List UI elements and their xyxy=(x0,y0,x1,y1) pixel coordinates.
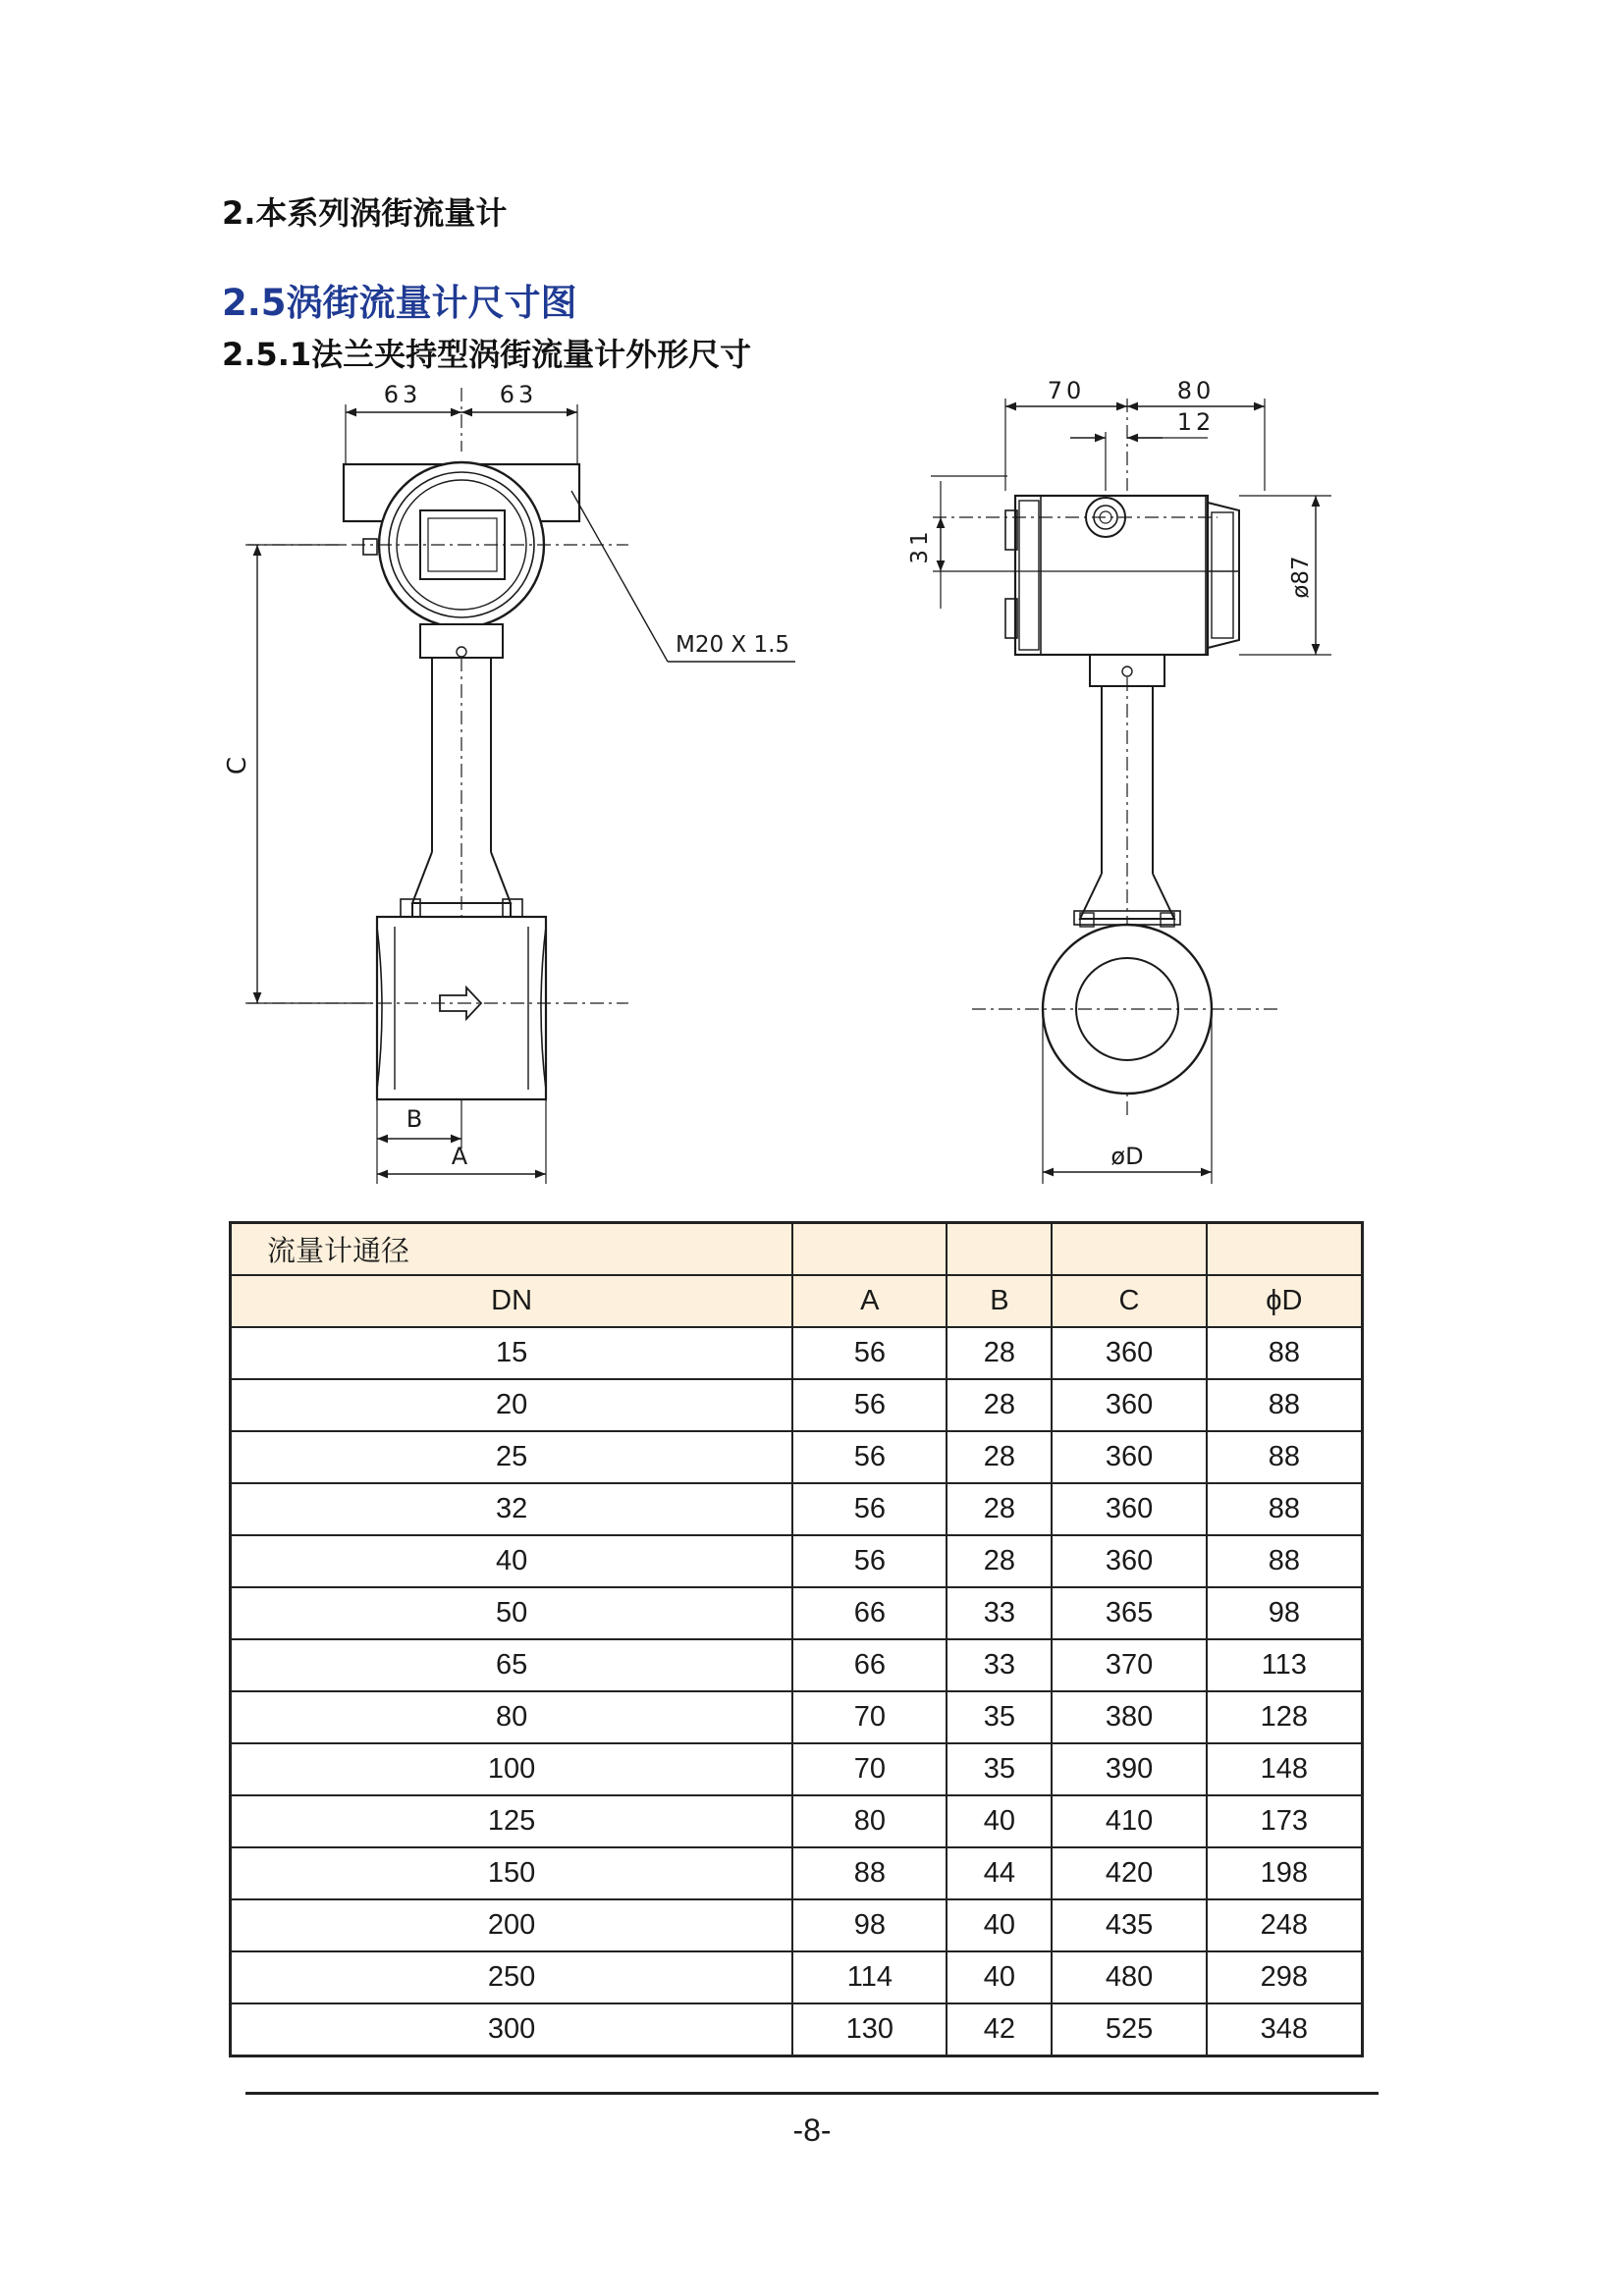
table-cell: 28 xyxy=(947,1379,1052,1431)
table-cell: 56 xyxy=(792,1483,947,1535)
side-dim-80: 80 xyxy=(1176,377,1216,404)
front-dim-b: B xyxy=(406,1105,423,1133)
table-cell: 88 xyxy=(1207,1483,1363,1535)
table-cell: 435 xyxy=(1052,1899,1206,1951)
table-row xyxy=(231,1327,1363,1379)
front-dim-left: 63 xyxy=(383,381,422,408)
table-cell: 525 xyxy=(1052,2003,1206,2056)
table-header-row xyxy=(231,1275,1363,1327)
front-dim-right: 63 xyxy=(499,381,538,408)
header-cell: 流量计通径 xyxy=(231,1223,793,1276)
table-cell: 300 xyxy=(231,2003,793,2056)
side-view xyxy=(931,399,1331,1184)
table-cell: 50 xyxy=(231,1587,793,1639)
table-cell: 25 xyxy=(231,1431,793,1483)
table-row xyxy=(231,1431,1363,1483)
table-cell: 35 xyxy=(947,1691,1052,1743)
table-cell: 250 xyxy=(231,1951,793,2003)
table-cell: 28 xyxy=(947,1327,1052,1379)
table-row xyxy=(231,1899,1363,1951)
table-cell: 98 xyxy=(1207,1587,1363,1639)
header-cell: A xyxy=(792,1275,947,1327)
page-number: -8- xyxy=(792,2112,832,2148)
table-cell: 88 xyxy=(1207,1327,1363,1379)
table-row xyxy=(231,1847,1363,1899)
table-cell: 42 xyxy=(947,2003,1052,2056)
table-cell: 480 xyxy=(1052,1951,1206,2003)
table-cell: 198 xyxy=(1207,1847,1363,1899)
table-row xyxy=(231,1587,1363,1639)
table-cell: 248 xyxy=(1207,1899,1363,1951)
table-cell: 56 xyxy=(792,1431,947,1483)
table-cell: 98 xyxy=(792,1899,947,1951)
table-row xyxy=(231,1639,1363,1691)
subsubsection-heading: 2.5.1法兰夹持型涡街流量计外形尺寸 xyxy=(222,336,752,373)
flowmeter-dimension-drawing xyxy=(0,373,1624,1198)
table-cell: 360 xyxy=(1052,1431,1206,1483)
table-cell: 360 xyxy=(1052,1535,1206,1587)
table-cell: 15 xyxy=(231,1327,793,1379)
header-cell: B xyxy=(947,1275,1052,1327)
table-cell: 32 xyxy=(231,1483,793,1535)
table-cell: 88 xyxy=(1207,1535,1363,1587)
section-heading: 2.本系列涡街流量计 xyxy=(222,194,508,232)
table-cell: 66 xyxy=(792,1587,947,1639)
table-cell: 56 xyxy=(792,1327,947,1379)
table-cell: 380 xyxy=(1052,1691,1206,1743)
table-row xyxy=(231,1379,1363,1431)
side-dim-d: øD xyxy=(1110,1143,1144,1170)
table-cell: 100 xyxy=(231,1743,793,1795)
table-cell: 28 xyxy=(947,1431,1052,1483)
table-cell: 66 xyxy=(792,1639,947,1691)
table-cell: 56 xyxy=(792,1379,947,1431)
side-dim-12: 12 xyxy=(1176,408,1216,436)
table-cell: 88 xyxy=(1207,1431,1363,1483)
table-cell: 20 xyxy=(231,1379,793,1431)
table-cell: 80 xyxy=(792,1795,947,1847)
table-cell: 370 xyxy=(1052,1639,1206,1691)
table-cell: 40 xyxy=(231,1535,793,1587)
table-cell: 360 xyxy=(1052,1483,1206,1535)
table-cell: 365 xyxy=(1052,1587,1206,1639)
header-cell: ϕD xyxy=(1207,1275,1363,1327)
side-dim-31: 31 xyxy=(907,527,933,564)
table-cell: 360 xyxy=(1052,1379,1206,1431)
table-cell: 35 xyxy=(947,1743,1052,1795)
table-cell: 88 xyxy=(792,1847,947,1899)
table-cell: 390 xyxy=(1052,1743,1206,1795)
table-cell: 150 xyxy=(231,1847,793,1899)
table-cell: 128 xyxy=(1207,1691,1363,1743)
table-cell: 113 xyxy=(1207,1639,1363,1691)
table-row xyxy=(231,1691,1363,1743)
footer-rule xyxy=(245,2092,1379,2095)
table-row xyxy=(231,2003,1363,2056)
table-row xyxy=(231,1951,1363,2003)
table-cell: 148 xyxy=(1207,1743,1363,1795)
table-row xyxy=(231,1483,1363,1535)
table-cell: 33 xyxy=(947,1639,1052,1691)
table-cell: 125 xyxy=(231,1795,793,1847)
table-cell: 360 xyxy=(1052,1327,1206,1379)
table-row xyxy=(231,1535,1363,1587)
front-dim-c: C xyxy=(223,756,252,775)
table-cell: 40 xyxy=(947,1951,1052,2003)
table-cell: 28 xyxy=(947,1483,1052,1535)
table-cell: 70 xyxy=(792,1691,947,1743)
table-cell: 44 xyxy=(947,1847,1052,1899)
table-cell: 200 xyxy=(231,1899,793,1951)
table-cell: 65 xyxy=(231,1639,793,1691)
header-cell xyxy=(947,1223,1052,1276)
table-row xyxy=(231,1743,1363,1795)
table-header-row xyxy=(231,1223,1363,1276)
table-cell: 56 xyxy=(792,1535,947,1587)
table-cell: 40 xyxy=(947,1899,1052,1951)
header-cell xyxy=(1207,1223,1363,1276)
table-cell: 80 xyxy=(231,1691,793,1743)
table-cell: 33 xyxy=(947,1587,1052,1639)
table-cell: 348 xyxy=(1207,2003,1363,2056)
side-dim-70: 70 xyxy=(1047,377,1086,404)
side-dim-87: ø87 xyxy=(1288,556,1314,599)
table-cell: 130 xyxy=(792,2003,947,2056)
subsection-heading: 2.5涡街流量计尺寸图 xyxy=(222,282,577,324)
table-cell: 410 xyxy=(1052,1795,1206,1847)
header-cell xyxy=(1052,1223,1206,1276)
table-cell: 70 xyxy=(792,1743,947,1795)
front-dim-a: A xyxy=(451,1143,468,1170)
front-view xyxy=(245,388,795,1184)
thread-label: M20 X 1.5 xyxy=(676,632,790,658)
table-row xyxy=(231,1795,1363,1847)
header-cell: DN xyxy=(231,1275,793,1327)
table-cell: 420 xyxy=(1052,1847,1206,1899)
table-cell: 28 xyxy=(947,1535,1052,1587)
dimension-table xyxy=(229,1221,1364,2057)
table-cell: 173 xyxy=(1207,1795,1363,1847)
table-cell: 40 xyxy=(947,1795,1052,1847)
header-cell xyxy=(792,1223,947,1276)
table-cell: 88 xyxy=(1207,1379,1363,1431)
header-cell: C xyxy=(1052,1275,1206,1327)
table-cell: 298 xyxy=(1207,1951,1363,2003)
table-cell: 114 xyxy=(792,1951,947,2003)
